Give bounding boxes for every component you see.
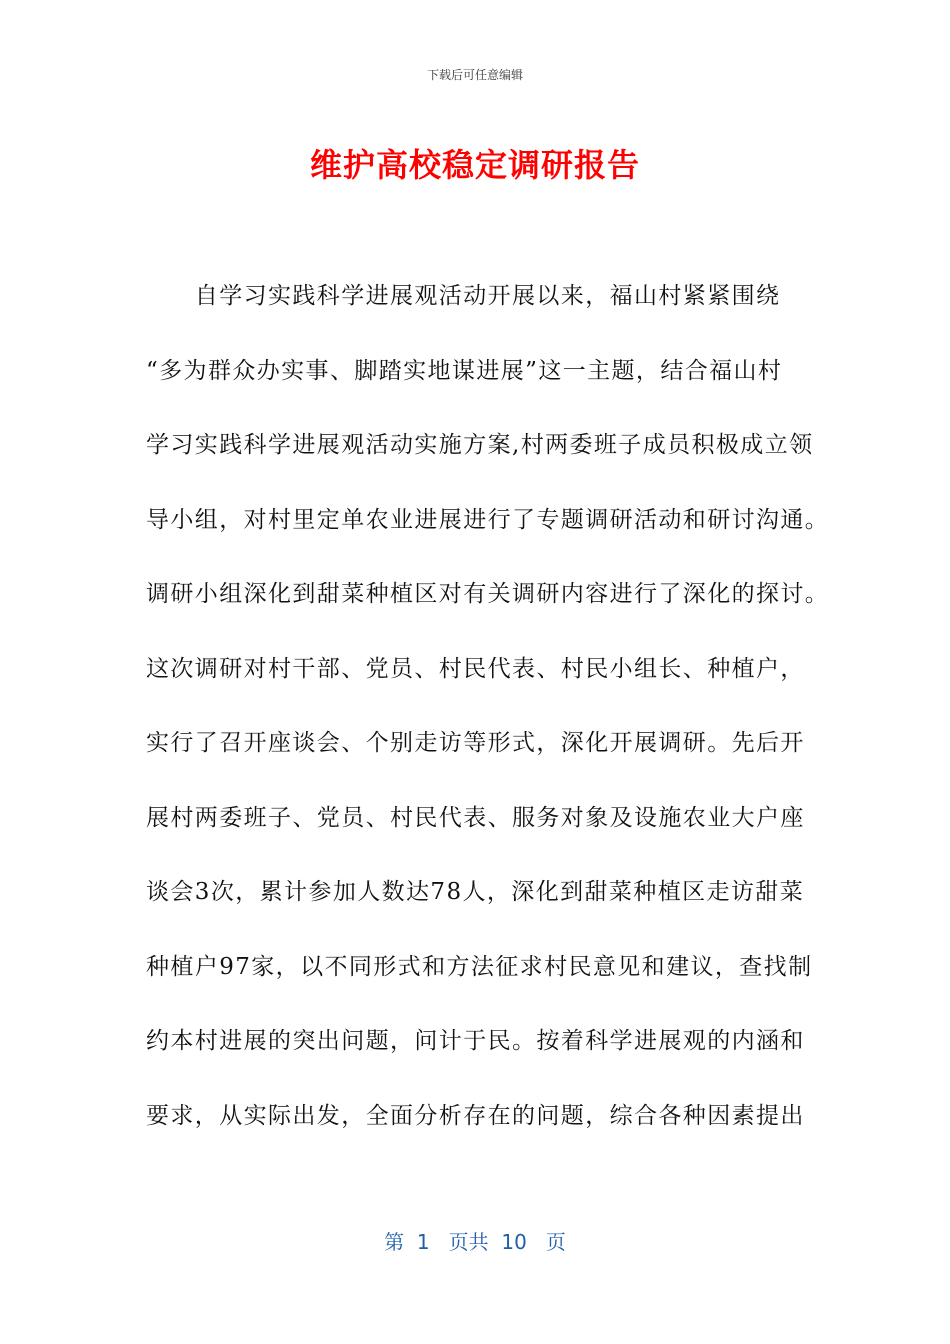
body-line: 约本村进展的突出问题，问计于民。按着科学进展观的内涵和 — [146, 1028, 805, 1054]
page-footer: 第 1 页共 10 页 — [384, 1230, 566, 1254]
body-line: 种植户97家，以不同形式和方法征求村民意见和建议，查找制 — [146, 953, 813, 980]
document-title: 维护高校稳定调研报告 — [309, 146, 640, 184]
body-line: 要求，从实际出发，全面分析存在的问题，综合各种因素提出 — [146, 1102, 805, 1129]
body-line: 调研小组深化到甜菜种植区对有关调研内容进行了深化的探讨。 — [146, 581, 830, 607]
body-line: 实行了召开座谈会、个别走访等形式，深化开展调研。先后开 — [146, 730, 805, 756]
body-line: “多为群众办实事、脚踏实地谋进展”这一主题，结合福山村 — [146, 357, 783, 384]
body-line: 这次调研对村干部、党员、村民代表、村民小组长、种植户， — [146, 655, 805, 682]
body-line: 导小组，对村里定单农业进展进行了专题调研活动和研讨沟通。 — [146, 506, 830, 533]
body-line: 自学习实践科学进展观活动开展以来，福山村紧紧围绕 — [146, 283, 781, 309]
header-note: 下载后可任意编辑 — [426, 68, 523, 82]
body-line: 学习实践科学进展观活动实施方案,村两委班子成员积极成立领 — [146, 432, 814, 458]
body-text — [146, 274, 830, 1168]
body-line: 谈会3次，累计参加人数达78人，深化到甜菜种植区走访甜菜 — [146, 879, 805, 905]
body-line: 展村两委班子、党员、村民代表、服务对象及设施农业大户座 — [146, 804, 805, 831]
